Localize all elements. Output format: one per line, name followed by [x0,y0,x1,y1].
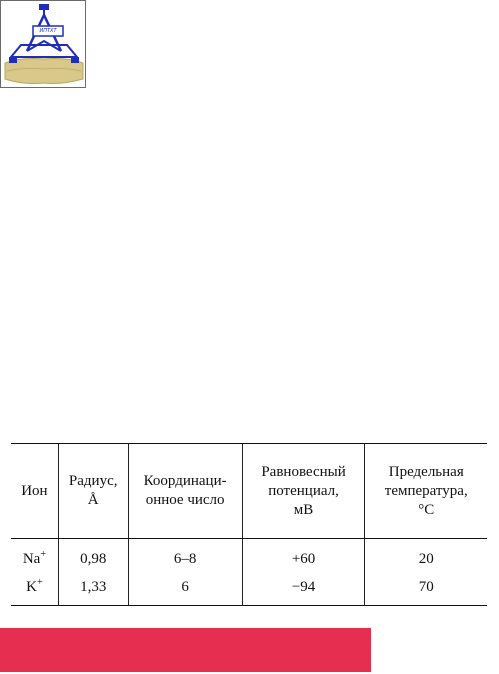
cell-ion [11,573,58,606]
ion-symbol: K [26,578,37,595]
header-coordination-line2: онное число [145,492,225,508]
header-coordination-line1: Координаци- [143,473,227,489]
header-potential [242,444,365,539]
cell-potential: +60 [242,539,365,574]
cell-ion [11,539,58,574]
cell-radius: 1,33 [58,573,128,606]
table-row [11,573,487,606]
header-potential-unit: мВ [293,501,314,518]
header-radius [58,444,128,539]
ion-symbol: Na [22,550,41,567]
institute-logo [0,0,86,88]
header-temperature-line1: Предельная [388,463,464,480]
header-potential-line2: потенциал, [268,482,339,499]
header-ion-label: Ион [21,482,48,499]
logo-text: ИПТХТ [39,28,57,34]
table-body [11,539,487,606]
accent-banner [0,628,371,672]
header-temperature-unit: °C [418,501,435,518]
header-ion [11,444,58,539]
ion-properties-table [11,443,487,606]
table-header-row [11,444,487,539]
header-potential-line1: Равновесный [261,463,346,480]
cell-coordination: 6 [128,573,242,606]
table-row [11,539,487,574]
compass-emblem-icon [1,1,87,89]
ion-charge: + [40,548,46,560]
table-header [11,444,487,539]
cell-radius: 0,98 [58,539,128,574]
header-temperature [365,444,487,539]
ion-charge: + [37,576,43,588]
header-temperature-line2: температура, [384,482,468,499]
cell-potential: −94 [242,573,365,606]
header-radius-unit: Å [87,492,99,508]
cell-coordination: 6–8 [128,539,242,574]
cell-temperature: 20 [365,539,487,574]
cell-temperature: 70 [365,573,487,606]
header-coordination [128,444,242,539]
header-radius-label: Радиус, [68,473,118,489]
